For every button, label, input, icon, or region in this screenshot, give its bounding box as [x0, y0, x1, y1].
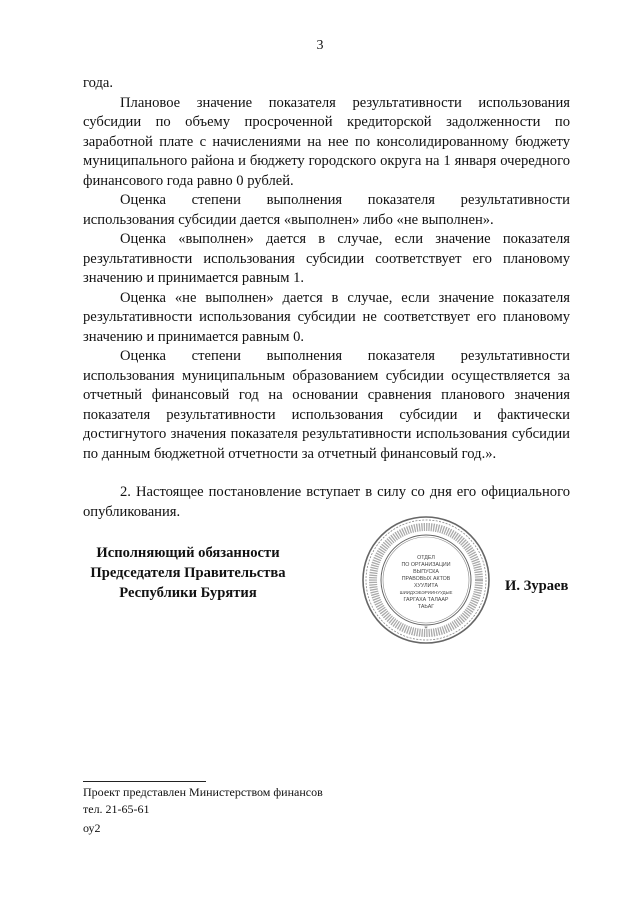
footnote: [83, 784, 323, 818]
page-number: 3: [316, 38, 324, 53]
paragraph: Оценка «не выполнен» дается в случае, если значение показателя результативности использования субсидии не соответствует его плановому значению и принимается равным 0.: [83, 289, 570, 345]
footnote-author: Проект представлен Министерством финансов: [83, 785, 323, 799]
official-seal: [361, 515, 491, 645]
signatory-title: [83, 543, 293, 603]
seal-text: ОТДЕЛ: [417, 555, 435, 561]
paragraph: Плановое значение показателя результативности использования субсидии по объему просроченной кредиторской задолженности по заработной плате с начислениями на нее по консолидированному бюджету муниципального района и бюджету городского округа на 1 января очередного финансового года равно 0 рублей.: [83, 94, 570, 189]
seal-text: ШИИДХЭБЭРИИНУУДЫЕ: [399, 590, 453, 595]
seal-text: ПРАВОВЫХ АКТОВ: [401, 576, 451, 582]
signatory-name: И. Зураев: [505, 578, 569, 594]
paragraph-effective-date: 2. Настоящее постановление вступает в силу со дня его официального опубликования.: [83, 484, 570, 520]
paragraph: Оценка «выполнен» дается в случае, если значение показателя результативности использования субсидии соответствует его плановому значению и принимается равным 1.: [83, 231, 570, 286]
seal-star-icon: *: [424, 625, 428, 633]
document-code: оу2: [83, 821, 101, 835]
seal-text: ХУУЛИТА: [414, 583, 438, 589]
document-body: [83, 74, 570, 522]
signatory-title-line: Председателя Правительства: [90, 565, 286, 581]
paragraph: Оценка степени выполнения показателя результативности использования субсидии дается «выполнен» либо «не выполнен».: [83, 192, 570, 228]
signatory-title-line: Республики Бурятия: [119, 585, 257, 601]
footnote-divider: [83, 781, 206, 782]
seal-text: ПО ОРГАНИЗАЦИИ: [401, 562, 451, 568]
seal-text: ТАЬАГ: [417, 604, 435, 610]
footnote-phone: тел. 21-65-61: [83, 802, 150, 816]
paragraph: Оценка степени выполнения показателя результативности использования муниципальным образованием субсидии осуществляется за отчетный финансовый год на основании сравнения планового значения показателя результативности использования субсидии и фактически достигнутого значения показателя результативности использования субсидии по данным бюджетной отчетности за отчетный финансовый год.».: [83, 348, 570, 462]
seal-text: ВЫПУСКА: [413, 569, 439, 575]
paragraph-continuation: года.: [83, 75, 114, 91]
signatory-title-line: Исполняющий обязанности: [96, 545, 280, 561]
seal-text: ГАРГАХА ТАЛААР: [403, 597, 449, 603]
